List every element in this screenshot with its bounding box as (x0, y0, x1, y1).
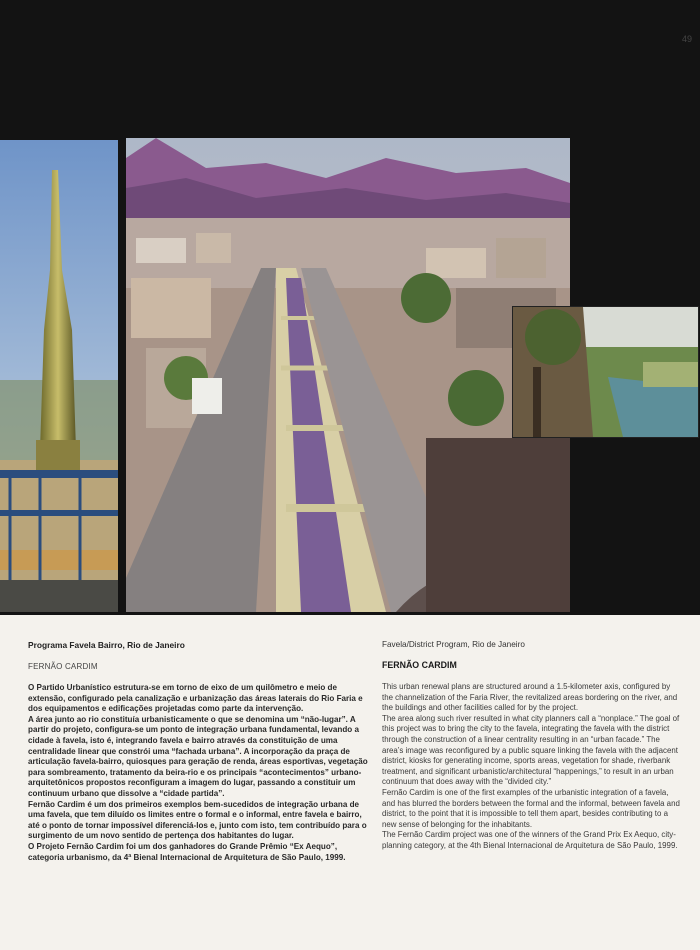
en-title: Favela/District Program, Rio de Janeiro (382, 640, 525, 649)
pt-paragraph: A área junto ao rio constituía urbanisticamente o que se denomina um “não-lugar”. A partir do projeto, configura-se um ponto de integração urbana fundamental, levando a cidade à favela, isto é, integrando favela e bairro através da constituição de uma centralidade linear que constrói uma “fachada urbana”. A incorporação da praça de articulação favela-bairro, quiosques para geração de renda, áreas esportivas, vegetação para sombreamento, tratamento da beira-rio e os principais “acontecimentos” urbano-arquitetônicos propostos reconfiguram a imagem do lugar, passando a constituir um continuum urbano que dissolve a “cidade partida”. (28, 714, 368, 798)
photo-river-aerial-image (126, 138, 570, 612)
pt-paragraph: Fernão Cardim é um dos primeiros exemplos bem-sucedidos de integração urbana de uma favela, que tem diluído os limites entre o formal e o informal, entre favela e bairro, até o ponto de tornar impossível diferenciá-los e, junto com isto, tem contribuído para o surgimento de um novo sentido de pertença dos habitantes do lugar. (28, 799, 367, 841)
en-paragraph: This urban renewal plans are structured around a 1.5-kilometer axis, configured by the channelization of the Faria River, the revitalized areas bordering on the river, and the buildings and other facilities called for by the project. (382, 682, 678, 713)
pt-title: Programa Favela Bairro, Rio de Janeiro (28, 640, 185, 650)
photo-monument-image (0, 140, 118, 612)
pt-paragraph: O Partido Urbanístico estrutura-se em torno de eixo de um quilômetro e meio de extensão, configurado pela canalização e urbanização das áreas laterais do Rio Faria e dos equipamentos e edificações projetadas como parte da intervenção. (28, 683, 363, 714)
pt-author: FERNÃO CARDIM (28, 662, 98, 671)
pt-body (28, 683, 373, 863)
page-number: 49 (681, 34, 692, 44)
en-paragraph: The Fernão Cardim project was one of the winners of the Grand Prix Ex Aequo, city-planning category, at the 4th Bienal Internacional de Arquitetura de São Paulo, 1999. (382, 830, 678, 850)
photo-monument (0, 140, 118, 612)
portuguese-column (28, 640, 373, 863)
english-column (382, 640, 682, 852)
pt-paragraph: O Projeto Fernão Cardim foi um dos ganhadores do Grande Prêmio “Ex Aequo”, categoria urbanismo, da 4ª Bienal Internacional de Arquitetura de São Paulo, 1999. (28, 841, 346, 862)
photo-river-aerial (126, 138, 570, 612)
photo-favela-river (512, 306, 699, 438)
en-paragraph: Fernão Cardim is one of the first examples of the urbanistic integration of a favela, and has blurred the borders between the formal and the informal, between favela and district, to the point that it is impossible to tell them apart, besides contributing to a new sense of belonging for the inhabitants. (382, 787, 680, 829)
en-author: FERNÃO CARDIM (382, 660, 457, 670)
photo-favela-river-image (513, 307, 698, 437)
en-paragraph: The area along such river resulted in what city planners call a “nonplace.” The goal of this project was to bring the city to the favela, integrating the favela with the district through the construction of a linear centrality resulting in an “urban facade.” The area’s image was reconfigured by a public square linking the favela with the adjacent district, kiosks for generating income, sports areas, vegetation for shade, riverbank treatment, and significant urbanistic/architectural “happenings,” to result in an urban continuum that does away with the “divided city.” (382, 713, 680, 787)
en-body (382, 682, 682, 852)
text-area (0, 615, 700, 950)
